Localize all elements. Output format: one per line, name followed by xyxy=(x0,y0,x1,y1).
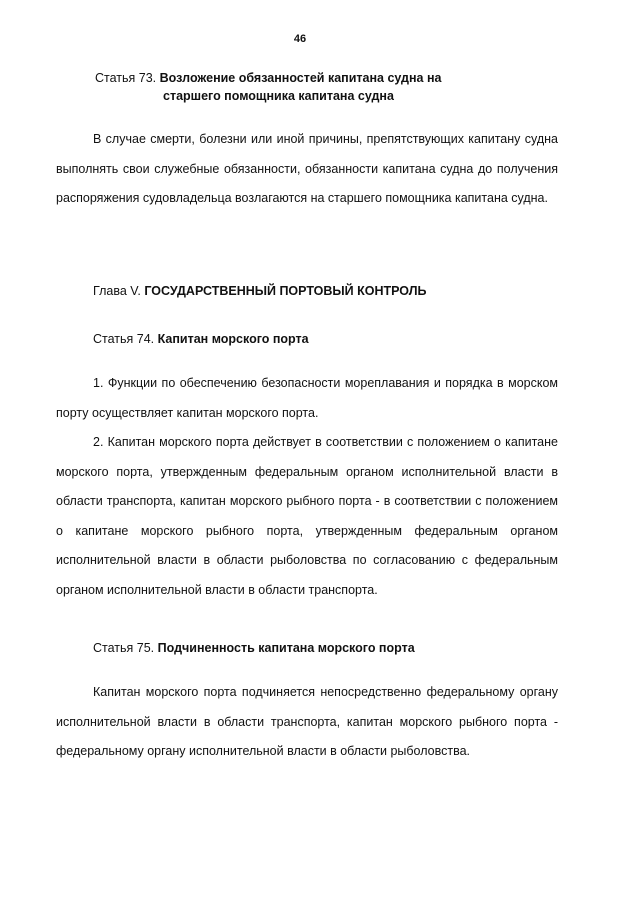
article-75-lead: Статья 75. xyxy=(93,641,158,655)
article-74-paragraph-2: 2. Капитан морского порта действует в соответствии с положением о капитане морского порта, утвержденным федеральным органом исполнительной власти в области транспорта, капитан морского рыбного порта - в соответствии с положением о капитане морского рыбного порта, утвержденным федеральным органом исполнительной власти в области рыболовства по согласованию с федеральным органом исполнительной власти в области транспорта. xyxy=(56,435,558,597)
page-number: 46 xyxy=(293,33,307,45)
article-75-paragraph: Капитан морского порта подчиняется непосредственно федеральному органу исполнительной власти в области транспорта, капитан морского рыбного порта - федеральному органу исполнительной власти в области рыболовства. xyxy=(56,685,558,758)
article-73-paragraph: В случае смерти, болезни или иной причины, препятствующих капитану судна выполнять свои служебные обязанности, обязанности капитана судна до получения распоряжения судовладельца возлагаются на старшего помощника капитана судна. xyxy=(56,132,558,205)
article-74-heading xyxy=(93,330,553,348)
article-73-lead: Статья 73. xyxy=(95,71,160,85)
chapter-5-title: ГОСУДАРСТВЕННЫЙ ПОРТОВЫЙ КОНТРОЛЬ xyxy=(144,284,427,298)
article-74-lead: Статья 74. xyxy=(93,332,158,346)
chapter-5-heading xyxy=(93,282,553,300)
article-73-heading xyxy=(95,69,535,105)
article-73-title: Возложение обязанностей капитана судна на xyxy=(159,71,442,85)
article-74-paragraph-1: 1. Функции по обеспечению безопасности мореплавания и порядка в морском порту осуществляет капитан морского порта. xyxy=(56,376,558,420)
article-75-heading xyxy=(93,639,553,657)
chapter-5-lead: Глава V. xyxy=(93,284,145,298)
article-73-title-line2: старшего помощника капитана судна xyxy=(163,89,394,103)
article-75-title: Подчиненность капитана морского порта xyxy=(157,641,415,655)
article-74-title: Капитан морского порта xyxy=(157,332,309,346)
